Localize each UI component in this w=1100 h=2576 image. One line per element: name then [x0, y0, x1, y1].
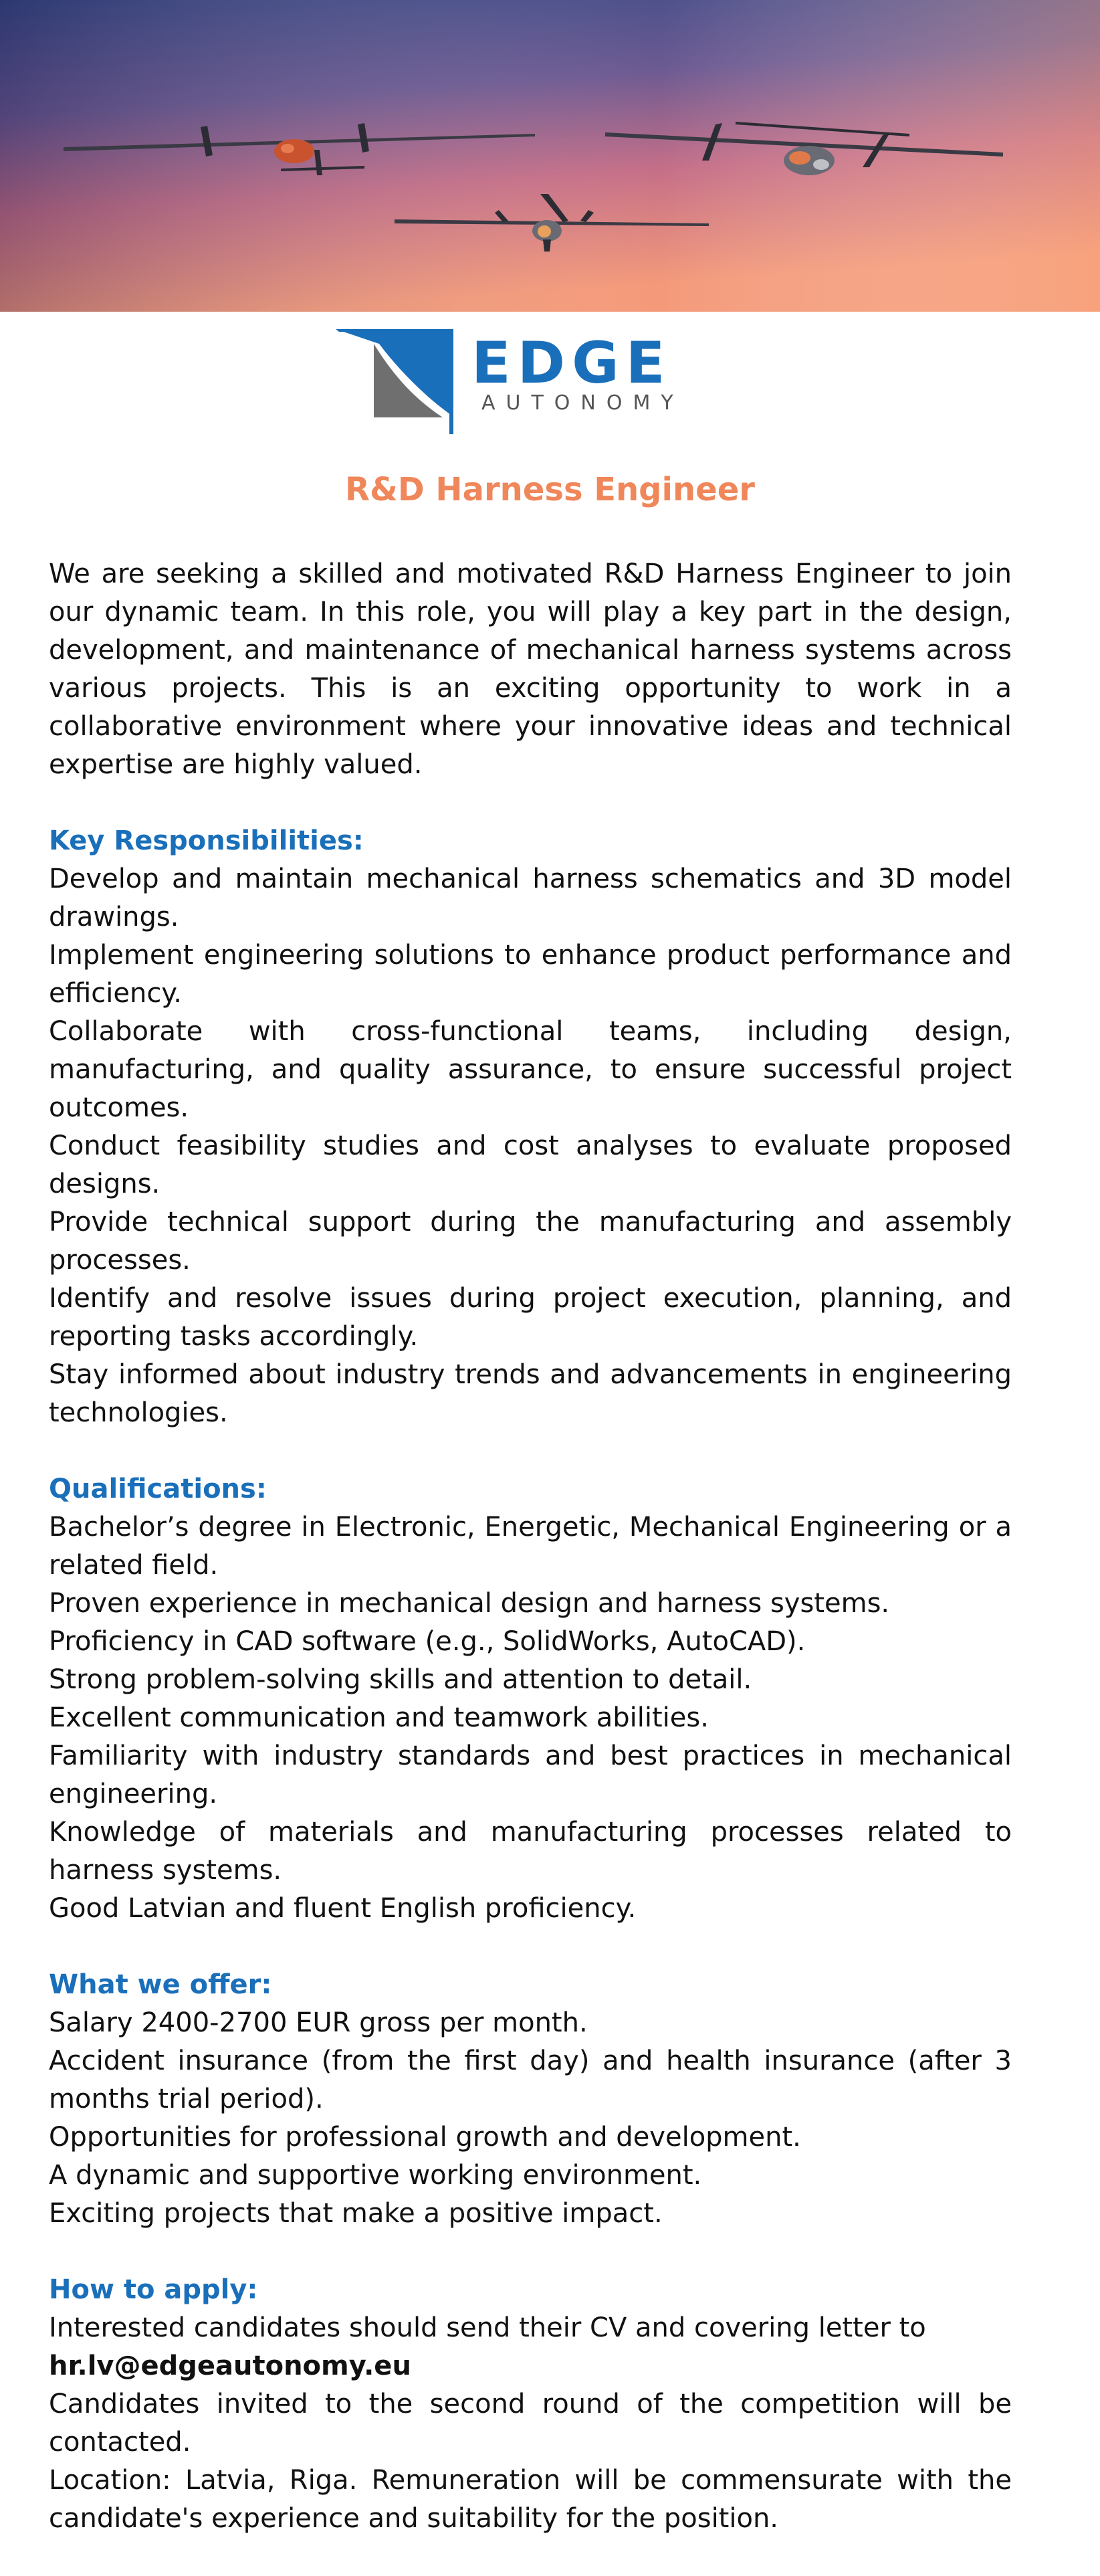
apply-contact-note: Candidates invited to the second round of the competition will be contacted. — [49, 2389, 1012, 2458]
apply-heading: How to apply: — [49, 2274, 258, 2305]
responsibility-item: Stay informed about industry trends and advancements in engineering technologies. — [49, 1359, 1012, 1428]
offer-item: Opportunities for professional growth and development. — [49, 2122, 801, 2153]
qualification-item: Bachelor’s degree in Electronic, Energetic, Mechanical Engineering or a related field. — [49, 1512, 1012, 1581]
edge-autonomy-logo — [332, 317, 747, 437]
intro-paragraph: We are seeking a skilled and motivated R&D Harness Engineer to join our dynamic team. In this role, you will play a key part in the design, development, and maintenance of mechanical harness systems across various projects. This is an exciting opportunity to work in a collaborative environment where your innovative ideas and technical expertise are highly valued. — [49, 559, 1012, 780]
qualification-item: Knowledge of materials and manufacturing processes related to harness systems. — [49, 1817, 1012, 1886]
qualification-item: Excellent communication and teamwork abilities. — [49, 1702, 709, 1733]
qualifications-heading: Qualifications: — [49, 1474, 267, 1504]
responsibility-item: Identify and resolve issues during project execution, planning, and reporting tasks accordingly. — [49, 1283, 1012, 1352]
logo-tagline: AUTONOMY — [481, 391, 684, 415]
offer-item: A dynamic and supportive working environment. — [49, 2160, 702, 2191]
qualification-item: Strong problem-solving skills and attention to detail. — [49, 1664, 752, 1695]
qualification-item: Proficiency in CAD software (e.g., SolidWorks, AutoCAD). — [49, 1626, 806, 1657]
apply-instructions: Interested candidates should send their CV and covering letter to — [49, 2312, 926, 2343]
offer-section — [49, 1966, 1012, 2233]
offer-item: Exciting projects that make a positive impact. — [49, 2198, 663, 2229]
apply-email-link[interactable]: hr.lv@edgeautonomy.eu — [49, 2351, 411, 2381]
hero-drones-image — [0, 0, 1100, 312]
qualifications-section — [49, 1470, 1012, 1928]
responsibilities-heading: Key Responsibilities: — [49, 825, 364, 856]
responsibility-item: Provide technical support during the manufacturing and assembly processes. — [49, 1207, 1012, 1276]
offer-heading: What we offer: — [49, 1969, 272, 2000]
apply-location-note: Location: Latvia, Riga. Remuneration will be commensurate with the candidate's experience and suitability for the position. — [49, 2465, 1012, 2534]
qualification-item: Good Latvian and fluent English proficiency. — [49, 1893, 637, 1924]
job-title: R&D Harness Engineer — [345, 471, 755, 508]
responsibility-item: Collaborate with cross-functional teams, including design, manufacturing, and quality assurance, to ensure successful project outcomes. — [49, 1016, 1012, 1123]
responsibilities-section — [49, 822, 1012, 1432]
apply-section — [49, 2271, 1012, 2538]
job-description — [49, 555, 1012, 2538]
responsibility-item: Develop and maintain mechanical harness schematics and 3D model drawings. — [49, 864, 1012, 932]
responsibility-item: Conduct feasibility studies and cost analyses to evaluate proposed designs. — [49, 1130, 1012, 1199]
responsibility-item: Implement engineering solutions to enhance product performance and efficiency. — [49, 940, 1012, 1009]
qualification-item: Proven experience in mechanical design and harness systems. — [49, 1588, 890, 1619]
offer-item: Salary 2400-2700 EUR gross per month. — [49, 2007, 588, 2038]
logo-wordmark: EDGE — [471, 330, 672, 397]
qualification-item: Familiarity with industry standards and best practices in mechanical engineering. — [49, 1741, 1012, 1809]
offer-item: Accident insurance (from the first day) and health insurance (after 3 months trial period). — [49, 2046, 1012, 2114]
